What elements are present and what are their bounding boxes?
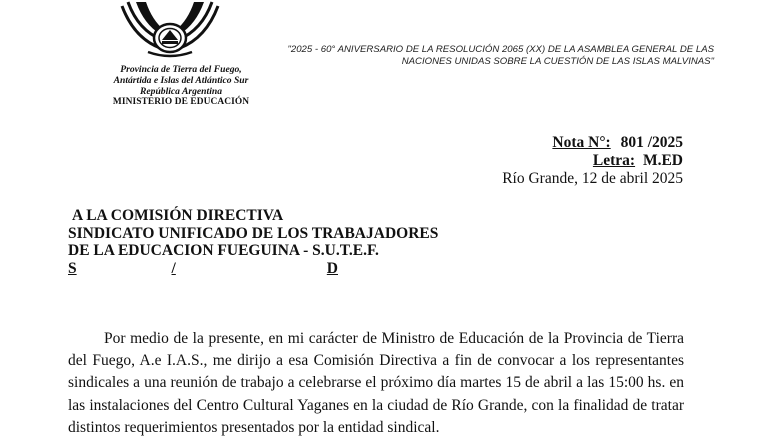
province-line-2: Antártida e Islas del Atlántico Sur xyxy=(113,75,249,86)
nota-line xyxy=(502,134,683,152)
addressee-block xyxy=(68,207,438,277)
provincial-seal-icon xyxy=(118,0,222,58)
place-date: Río Grande, 12 de abril 2025 xyxy=(502,170,683,187)
country-line: República Argentina xyxy=(139,86,222,97)
sd-s: S xyxy=(68,259,77,277)
addressee-line-3: DE LA EDUCACION FUEGUINA - S.U.T.E.F. xyxy=(68,242,379,259)
motto-line-1: "2025 - 60° ANIVERSARIO DE LA RESOLUCIÓN 2065 (XX) DE LA ASAMBLEA GENERAL DE LAS xyxy=(287,44,714,55)
letra-label: Letra: xyxy=(592,152,636,169)
addressee-line-1: A LA COMISIÓN DIRECTIVA xyxy=(72,207,284,224)
letterhead xyxy=(96,64,266,108)
reference-block xyxy=(502,134,683,188)
motto-line-2: NACIONES UNIDAS SOBRE LA CUESTIÓN DE LAS ISLAS MALVINAS" xyxy=(401,56,714,67)
anniversary-motto xyxy=(264,44,714,68)
sd-line xyxy=(68,260,338,278)
sd-slash: / xyxy=(171,259,176,277)
sd-d: D xyxy=(326,259,338,277)
province-line-1: Provincia de Tierra del Fuego, xyxy=(120,64,242,75)
ministry-name: MINISTERIO DE EDUCACIÓN xyxy=(112,97,250,107)
addressee-line-2: SINDICATO UNIFICADO DE LOS TRABAJADORES xyxy=(68,224,439,242)
nota-value: 801 /2025 xyxy=(620,134,683,151)
letra-value: M.ED xyxy=(642,152,683,169)
letter-body xyxy=(68,328,684,439)
body-paragraph: Por medio de la presente, en mi carácter de Ministro de Educación de la Provincia de Tierra del Fuego, A.e I.A.S., me dirijo a esa Comisión Directiva a fin de convocar a los representantes sindicales a una reunión de trabajo a celebrarse el próximo día martes 15 de abril a las 15:00 hs. en las instalaciones del Centro Cultural Yaganes en la ciudad de Río Grande, con la finalidad de tratar distintos requerimientos presentados por la entidad sindical. xyxy=(68,330,684,436)
nota-label: Nota N°: xyxy=(552,134,611,151)
letra-line xyxy=(502,152,683,170)
